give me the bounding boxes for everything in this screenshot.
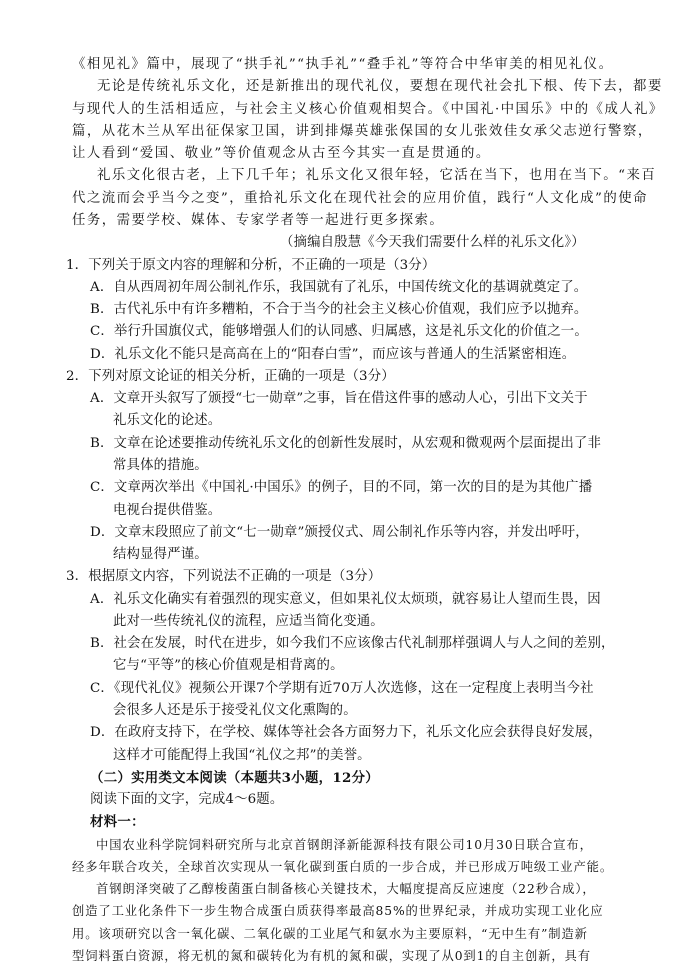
option-c: C．《现代礼仪》视频公开课7个学期有近70万人次选修，这在一定程度上表明当今社 bbox=[90, 680, 594, 696]
option-b: B．古代礼乐中有许多糟粕，不合于当今的社会主义核心价值观，我们应予以抛弃。 bbox=[90, 302, 588, 317]
option-c: C．举行升国旗仪式，能够增强人们的认同感、归属感，这是礼乐文化的价值之一。 bbox=[90, 324, 588, 340]
section-instruction: 阅读下面的文字，完成4～6题。 bbox=[90, 792, 284, 808]
option-c-cont: 会很多人还是乐于接受礼仪文化熏陶的。 bbox=[113, 703, 357, 718]
option-a: A．文章开头叙写了颁授“七一勋章”之事，旨在借这件事的感动人心，引出下文关于 bbox=[90, 391, 588, 407]
passage-line: 无论是传统礼乐文化，还是新推出的现代礼仪，要想在现代社会扎下根、传下去，都要 bbox=[97, 79, 663, 95]
question-stem: 2．下列对原文论证的相关分析，正确的一项是（3分） bbox=[66, 368, 395, 384]
material-line: 中国农业科学院饲料研究所与北京首钢朗泽新能源科技有限公司10月30日联合宣布， bbox=[96, 837, 593, 852]
passage-line: 代之流而会乎当今之变”，重拾礼乐文化在现代社会的应用价值，践行“人文化成”的使命 bbox=[72, 190, 648, 206]
material-line: 型饲料蛋白资源，将无机的氮和碳转化为有机的氮和碳，实现了从0到1的自主创新，具有 bbox=[72, 949, 591, 963]
material-line: 首钢朗泽突破了乙醇梭菌蛋白制备核心关键技术，大幅度提高反应速度（22秒合成）， bbox=[96, 882, 596, 897]
option-d: D．在政府支持下，在学校、媒体等社会各方面努力下，礼乐文化应会获得良好发展， bbox=[90, 725, 602, 741]
passage-line: 篇，从花木兰从军出征保家卫国，讲到排爆英雄张保国的女儿张效佳女承父志逆行警察， bbox=[72, 123, 653, 139]
material-label: 材料一： bbox=[90, 814, 145, 831]
passage-line: 礼乐文化很古老，上下几千年；礼乐文化又很年轻，它活在当下，也用在当下。“来百 bbox=[97, 168, 657, 184]
option-a-cont: 此对一些传统礼仪的流程，应适当简化变通。 bbox=[113, 613, 384, 629]
option-a: A．自从西周初年周公制礼作乐，我国就有了礼乐，中国传统文化的基调就奠定了。 bbox=[90, 279, 588, 295]
option-b: B．社会在发展，时代在进步，如今我们不应该像古代礼制那样强调人与人之间的差别， bbox=[90, 636, 615, 652]
option-c-cont: 电视台提供借鉴。 bbox=[113, 502, 222, 518]
option-a-cont: 礼乐文化的论述。 bbox=[113, 413, 222, 429]
option-c: C．文章两次举出《中国礼·中国乐》的例子，目的不同，第一次的目的是为其他广播 bbox=[90, 480, 593, 496]
passage-line: 让人看到“爱国、敬业”等价值观念从古至今其实一直是贯通的。 bbox=[72, 146, 491, 162]
question-stem: 3．根据原文内容，下列说法不正确的一项是（3分） bbox=[66, 569, 382, 585]
passage-line: 任务，需要学校、媒体、专家学者等一起进行更多探索。 bbox=[72, 212, 445, 228]
option-a: A．礼乐文化确实有着强烈的现实意义，但如果礼仪太烦琐，就容易让人望而生畏，因 bbox=[90, 591, 601, 607]
option-b: B．文章在论述要推动传统礼乐文化的创新性发展时，从宏观和微观两个层面提出了非 bbox=[90, 435, 601, 451]
question-stem: 1．下列关于原文内容的理解和分析，不正确的一项是（3分） bbox=[66, 257, 436, 273]
material-line: 创造了工业化条件下一步生物合成蛋白质获得率最高85%的世界纪录，并成功实现工业化应 bbox=[72, 904, 604, 919]
material-line: 用。该项研究以含一氧化碳、二氧化碳的工业尾气和氨水为主要原料，“无中生有”制造新 bbox=[72, 926, 588, 941]
section-heading: （二）实用类文本阅读（本题共3小题，12分） bbox=[90, 769, 379, 786]
option-b-cont: 常具体的措施。 bbox=[113, 457, 208, 473]
option-d: D．礼乐文化不能只是高高在上的“阳春白雪”，而应该与普通人的生活紧密相连。 bbox=[90, 346, 576, 362]
passage-line: 《相见礼》篇中，展现了“拱手礼”“执手礼”“叠手礼”等符合中华审美的相见礼仪。 bbox=[72, 57, 614, 72]
option-d-cont: 这样才可能配得上我国“礼仪之邦”的美誉。 bbox=[113, 747, 371, 763]
option-b-cont: 它与“平等”的核心价值观是相背离的。 bbox=[113, 658, 344, 674]
material-line: 经多年联合攻关，全球首次实现从一氧化碳到蛋白质的一步合成，并已形成万吨级工业产能。 bbox=[72, 859, 614, 874]
passage-line: 与现代人的生活相适应，与社会主义核心价值观相契合。《中国礼·中国乐》中的《成人礼》 bbox=[72, 101, 664, 117]
option-d: D．文章末段照应了前文“七一勋章”颁授仪式、周公制礼作乐等内容，并发出呼吁， bbox=[90, 524, 589, 540]
passage-source: （摘编自殷慧《今天我们需要什么样的礼乐文化》） bbox=[280, 235, 585, 251]
option-d-cont: 结构显得严谨。 bbox=[113, 547, 208, 562]
